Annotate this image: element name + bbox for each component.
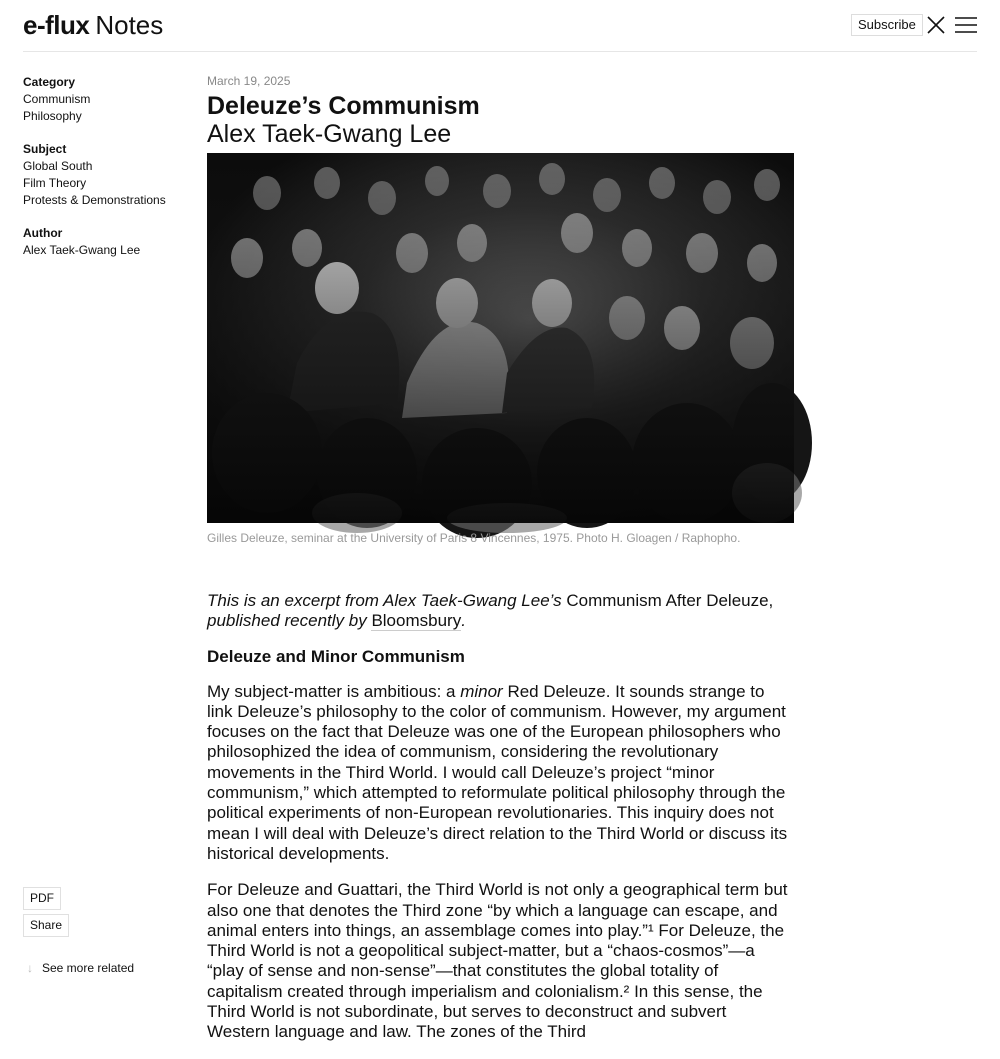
author-heading: Author [23,226,63,240]
intro-text-a: This is an excerpt from Alex Taek-Gwang Lee’s [207,591,562,610]
site-logo[interactable]: e-flux [23,10,90,40]
site-header [23,0,977,52]
subscribe-button[interactable]: Subscribe [851,14,923,36]
author-group [23,225,193,259]
see-more-related-link[interactable] [23,960,134,977]
share-button[interactable]: Share [23,914,69,937]
site-brand[interactable] [23,10,163,40]
subject-link-film-theory[interactable]: Film Theory [23,176,87,190]
category-link-philosophy[interactable]: Philosophy [23,109,82,123]
intro-text-b: published recently by [207,611,372,631]
category-group [23,74,193,125]
intro-note [207,591,794,632]
subject-heading: Subject [23,142,67,156]
section-heading: Deleuze and Minor Communism [207,646,465,666]
category-heading: Category [23,75,76,89]
seminar-photo-illustration [207,153,794,523]
subject-link-protests[interactable]: Protests & Demonstrations [23,193,166,207]
arrow-down-icon: ↓ [27,961,33,975]
intro-book-title: Communism After Deleuze, [561,591,774,610]
close-icon[interactable] [927,16,945,34]
article-header [207,73,794,148]
see-more-label: See more related [42,961,135,975]
section-name[interactable]: Notes [95,10,164,40]
paragraph-1-em: minor [460,681,503,701]
paragraph-1-a: My subject-matter is ambitious: a [207,681,461,701]
article-body [207,591,794,1059]
subject-link-global-south[interactable]: Global South [23,159,93,173]
article-title: Deleuze’s Communism [207,92,480,120]
author-link[interactable]: Alex Taek-Gwang Lee [23,243,141,257]
subject-group [23,141,193,209]
paragraph-2: For Deleuze and Guattari, the Third World is not only a geographical term but also one that denotes the Third zone “by which a language can escape, and animal enters into things, an assemblage comes into play.”¹ For Deleuze, the Third World is not a geopolitical subject-matter, but a “chaos-cosmos”—a “play of sense and non-sense”—that constitutes the global totality of capitalism created through imperialism and colonialism.² In this sense, the Third World is not subordinate, but serves to deconstruct and subvert Western language and law. The zones of the Third [207,880,788,1042]
paragraph-1 [207,682,794,865]
category-link-communism[interactable]: Communism [23,92,91,106]
intro-end: . [461,611,466,631]
hamburger-menu-icon[interactable] [955,16,977,34]
article-metadata-sidebar [23,74,193,275]
photo-caption: Gilles Deleuze, seminar at the University of Paris 8 Vincennes, 1975. Photo H. Gloagen / Raphopho. [207,531,741,545]
article-date: March 19, 2025 [207,74,291,88]
paragraph-1-b: Red Deleuze. It sounds strange to link Deleuze’s philosophy to the color of communism. However, my argument focuses on the fact that Deleuze was one of the European philosophers who philosophized the idea of communism, considering the revolutionary movements in the Third World. I would call Deleuze’s project “minor communism,” which attempted to reformulate political philosophy through the political experiments of non-European revolutionaries. This inquiry does not mean I will deal with Deleuze’s direct relation to the Third World or discuss its historical developments. [207,681,788,863]
article-photo [207,153,794,523]
article-tools [23,887,69,937]
article-author[interactable]: Alex Taek-Gwang Lee [207,120,452,148]
pdf-button[interactable]: PDF [23,887,61,910]
publisher-link[interactable]: Bloomsbury [371,611,462,631]
